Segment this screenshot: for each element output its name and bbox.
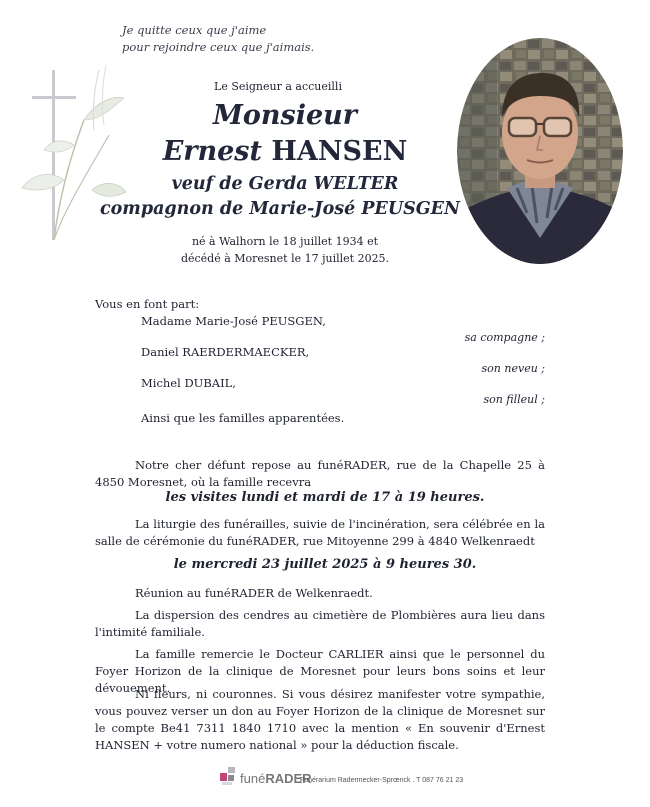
relative-role-1: sa compagne ;	[464, 331, 545, 344]
spouse-line: veuf de Gerda WELTER	[171, 174, 399, 194]
relative-name-3: Michel DUBAIL,	[141, 376, 236, 390]
deceased-name	[110, 136, 460, 167]
relative-name-2: Daniel RAERDERMAECKER,	[141, 345, 310, 359]
birth-line: né à Walhorn le 18 juillet 1934 et	[191, 235, 379, 248]
surname: HANSEN	[271, 136, 408, 167]
brand-light: funé	[240, 771, 266, 786]
ashes-text: La dispersion des cendres au cimetière de Plombières aura lieu dans l'intimité familiale.	[95, 608, 545, 639]
brand-bold: RADER	[265, 771, 312, 786]
first-name: Ernest	[162, 136, 262, 167]
meeting-text: Réunion au funéRADER de Welkenraedt.	[135, 586, 373, 600]
logo-mark-icon	[218, 763, 238, 787]
civility-title: Monsieur	[212, 100, 358, 131]
portrait-photo	[457, 38, 623, 264]
relative-role-3: son filleul ;	[483, 393, 545, 406]
funeral-home-details: Funérarium Radermecker-Sprœnck . T 087 76 21 23	[300, 777, 464, 784]
ceremony-datetime: le mercredi 23 juillet 2025 à 9 heures 30.	[173, 557, 477, 572]
announcement-intro: Vous en font part:	[95, 297, 200, 311]
visitation-text: Notre cher défunt repose au funéRADER, rue de la Chapelle 25 à 4850 Moresnet, où la famille recevra	[95, 458, 545, 489]
thanks-text: La famille remercie le Docteur CARLIER ainsi que le personnel du Foyer Horizon de la clinique de Moresnet pour leurs bons soins et leur dévouement.	[95, 647, 545, 695]
donation-text: Ni fleurs, ni couronnes. Si vous désirez manifester votre sympathie, vous pouvez verser un don au Foyer Horizon de la clinique de Moresnet sur le compte Be41 7311 1840 1710 avec la mention « En souvenir d'Ernest HANSEN + votre numero national » pour la déduction fiscale.	[95, 687, 545, 752]
ceremony-text: La liturgie des funérailles, suivie de l'incinération, sera célébrée en la salle de cérémonie du funéRADER, rue Mitoyenne 299 à 4840 Welkenraedt	[95, 517, 545, 548]
relative-name-1: Madame Marie-José PEUSGEN,	[141, 314, 326, 328]
intro-line: Le Seigneur a accueilli	[214, 80, 342, 93]
visitation-hours: les visites lundi et mardi de 17 à 19 heures.	[165, 490, 485, 505]
funeral-home-logo	[218, 763, 464, 787]
quote-line-1: Je quitte ceux que j'aime	[122, 23, 267, 37]
death-line: décédé à Moresnet le 17 juillet 2025.	[180, 252, 390, 265]
life-dates	[160, 233, 410, 267]
families-line: Ainsi que les familles apparentées.	[141, 411, 345, 425]
epitaph-quote	[122, 22, 314, 56]
quote-line-2: pour rejoindre ceux que j'aimais.	[122, 40, 315, 54]
partner-line: compagnon de Marie-José PEUSGEN	[99, 199, 460, 219]
relative-role-2: son neveu ;	[481, 362, 545, 375]
